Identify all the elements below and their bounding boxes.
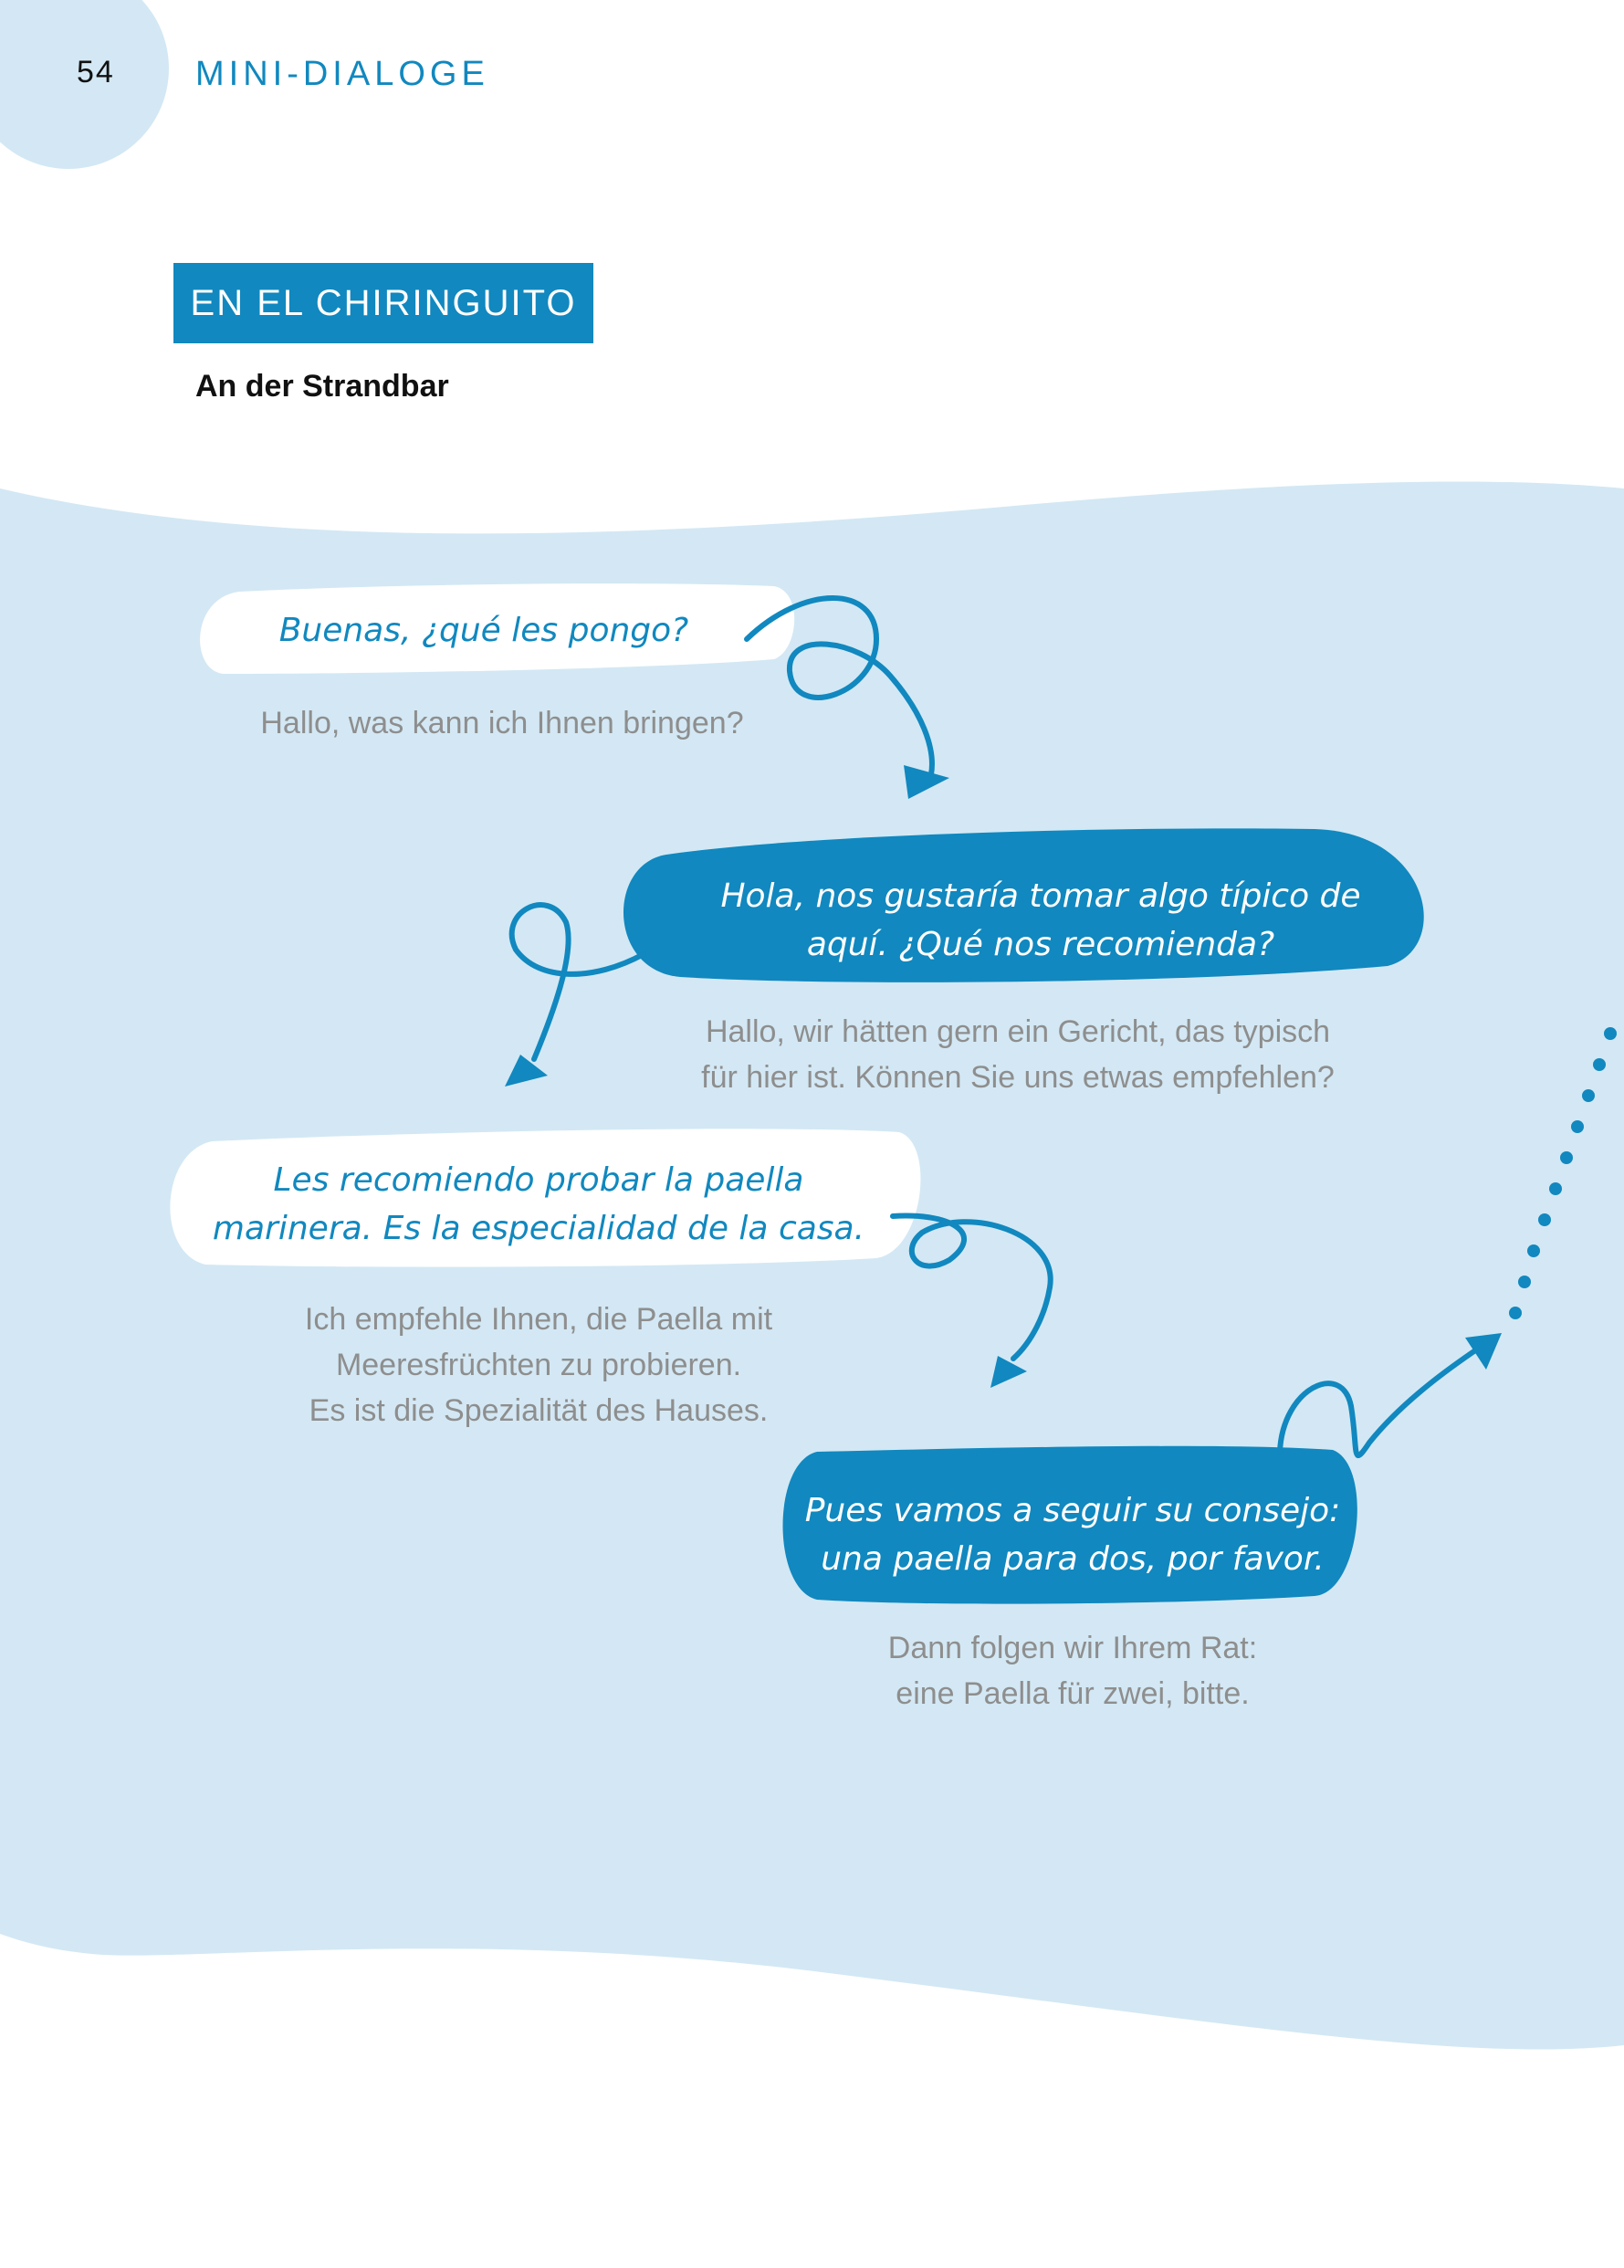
spanish-line-1-text: Buenas, ¿qué les pongo? [278, 612, 689, 649]
german-translation-3-line-1: Ich empfehle Ihnen, die Paella mit [304, 1302, 773, 1337]
section-label: MINI-DIALOGE [195, 55, 489, 93]
german-translation-3-line-3: Es ist die Spezialität des Hauses. [309, 1393, 769, 1428]
spanish-line-2-text-2: aquí. ¿Qué nos recomienda? [806, 926, 1275, 963]
german-translation-1 [183, 700, 822, 746]
dialogue-subtitle: An der Strandbar [195, 369, 449, 404]
german-translation-3-line-2: Meeresfrüchten zu probieren. [335, 1348, 742, 1382]
dialogue-title-text: EN EL CHIRINGUITO [190, 282, 577, 323]
german-translation-2-line-2: für hier ist. Können Sie uns etwas empfehlen? [701, 1060, 1335, 1095]
spanish-line-3-text-2: marinera. Es la especialidad de la casa. [212, 1210, 865, 1247]
spanish-line-1 [201, 606, 767, 655]
spanish-line-2-text-1: Hola, nos gustaría tomar algo típico de [720, 877, 1361, 915]
german-translation-4-line-2: eine Paella für zwei, bitte. [896, 1676, 1250, 1711]
spanish-line-3 [183, 1156, 895, 1253]
german-translation-4-line-1: Dann folgen wir Ihrem Rat: [887, 1631, 1258, 1665]
spanish-line-2 [639, 872, 1442, 969]
page-number: 54 [77, 55, 115, 89]
spanish-line-4 [781, 1486, 1365, 1583]
spanish-line-4-text-1: Pues vamos a seguir su consejo: [804, 1492, 1341, 1529]
dialogue-title [173, 263, 593, 343]
german-translation-2 [639, 1009, 1397, 1100]
spanish-line-4-text-2: una paella para dos, por favor. [821, 1540, 1325, 1578]
spanish-line-3-text-1: Les recomiendo probar la paella [273, 1161, 804, 1199]
german-translation-4 [799, 1625, 1346, 1717]
german-translation-2-line-1: Hallo, wir hätten gern ein Gericht, das typisch [705, 1014, 1331, 1049]
german-translation-1-line: Hallo, was kann ich Ihnen bringen? [260, 706, 744, 740]
german-translation-3 [219, 1297, 858, 1433]
